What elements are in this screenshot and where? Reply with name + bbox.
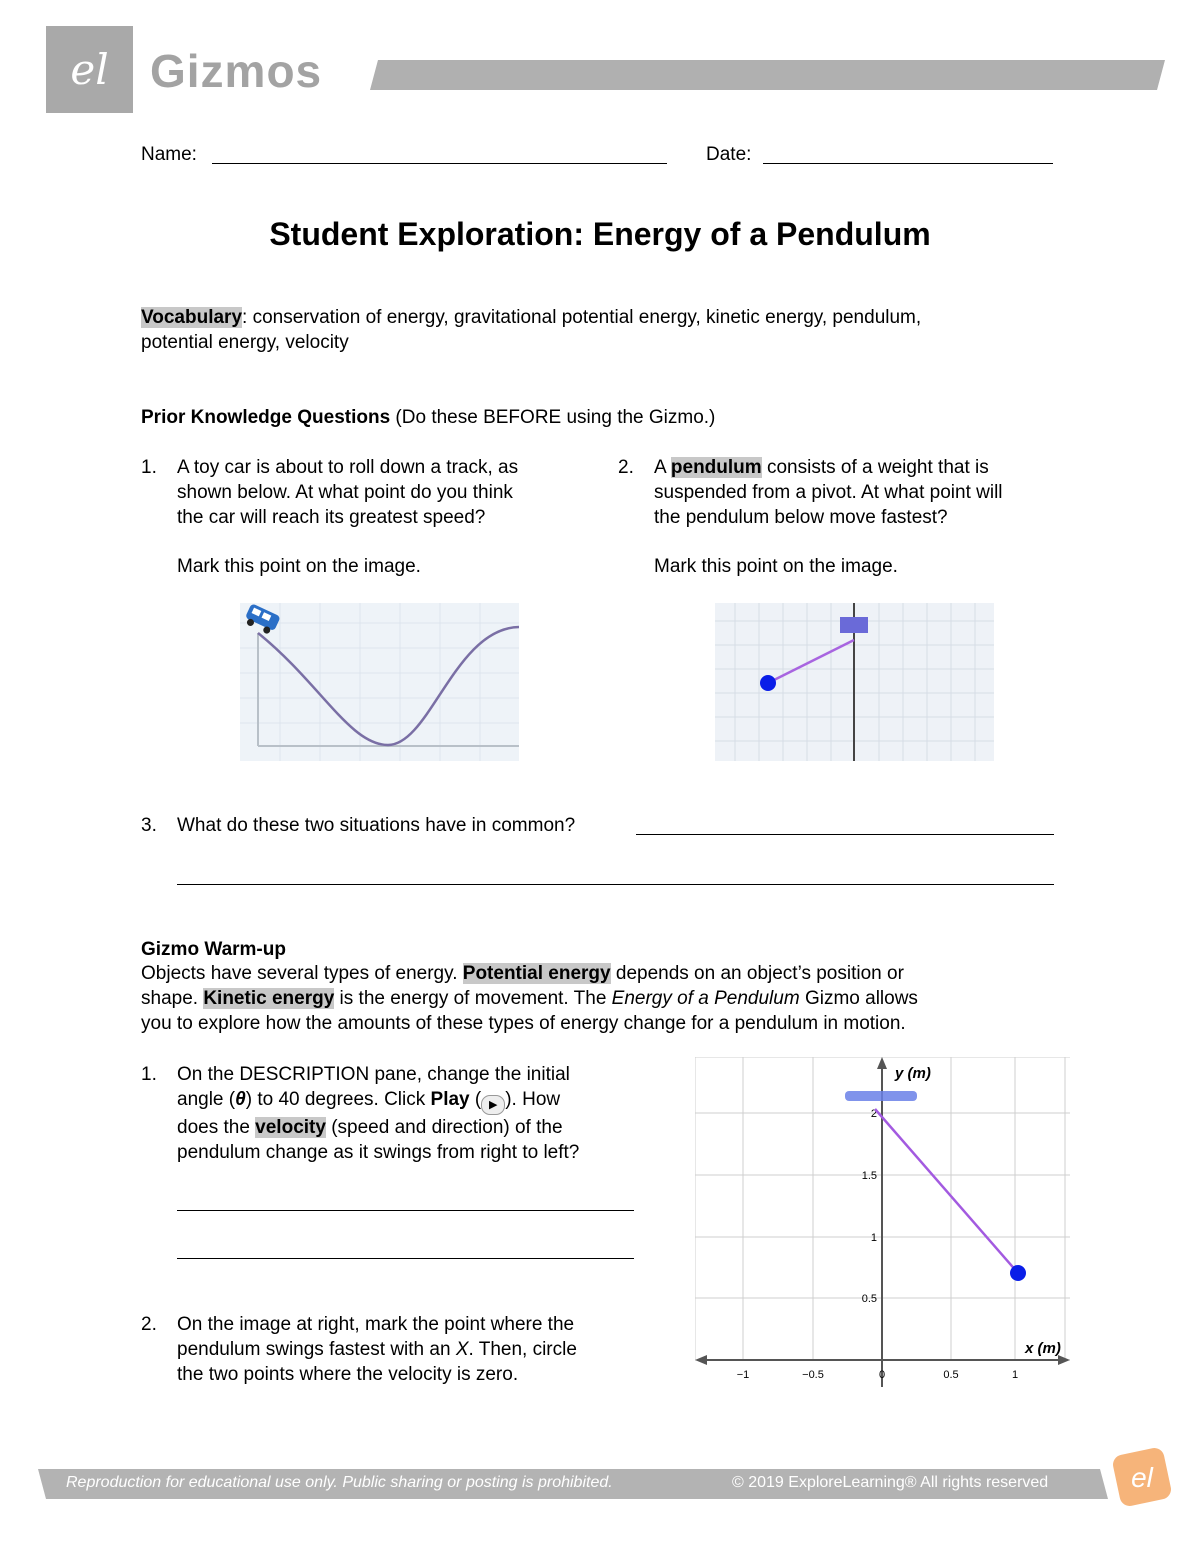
pendulum-term: pendulum xyxy=(670,457,762,478)
graph-pendulum-bob xyxy=(1010,1265,1026,1281)
name-field-line[interactable] xyxy=(212,163,667,164)
footer-notice: Reproduction for educational use only. Public sharing or posting is prohibited. xyxy=(66,1474,613,1491)
warmup-p2a: shape. xyxy=(141,988,204,1009)
prior-q2-line2: suspended from a pivot. At what point will xyxy=(654,482,1003,503)
play-button-icon: ▶ xyxy=(481,1095,505,1115)
x-tick-label: −1 xyxy=(736,1369,750,1381)
prior-q1-line3: the car will reach its greatest speed? xyxy=(177,507,486,528)
warmup-paragraph xyxy=(141,961,1081,1036)
date-field-line[interactable] xyxy=(763,163,1053,164)
warmup-q1-answer-line-1[interactable] xyxy=(177,1210,634,1211)
page-title: Student Exploration: Energy of a Pendulum xyxy=(269,216,931,252)
prior-q2-mark: Mark this point on the image. xyxy=(654,556,898,577)
warmup-heading: Gizmo Warm-up xyxy=(141,939,286,960)
y-tick-label: 0.5 xyxy=(861,1293,877,1305)
prior-q3-number: 3. xyxy=(141,815,157,836)
warmup-q1-line3a: does the xyxy=(177,1117,256,1138)
warmup-p1a: Objects have several types of energy. xyxy=(141,963,463,984)
pendulum-bob xyxy=(760,675,776,691)
warmup-q1-text xyxy=(177,1062,647,1165)
x-tick-label: 0.5 xyxy=(943,1369,959,1381)
y-axis-label: y (m) xyxy=(895,1065,931,1082)
pendulum-image[interactable] xyxy=(715,603,994,761)
pendulum-graph[interactable] xyxy=(695,1057,1070,1387)
prior-q2-pre: A xyxy=(654,457,671,478)
warmup-p2c: Gizmo allows xyxy=(799,988,918,1009)
gizmo-name-emphasis: Energy of a Pendulum xyxy=(611,988,800,1009)
prior-note: (Do these BEFORE using the Gizmo.) xyxy=(390,407,716,428)
explorelearning-logo xyxy=(46,26,133,113)
y-axis-arrow xyxy=(877,1057,887,1069)
prior-q1-line1: A toy car is about to roll down a track, as xyxy=(177,457,519,478)
potential-energy-term: Potential energy xyxy=(462,963,611,984)
warmup-q1-line3b: (speed and direction) of the xyxy=(325,1117,563,1138)
footer-logo-icon xyxy=(1108,1443,1176,1511)
warmup-q2-line1: On the image at right, mark the point where the xyxy=(177,1314,575,1335)
prior-knowledge-heading xyxy=(141,405,715,430)
q3-answer-line-1[interactable] xyxy=(636,834,1054,835)
warmup-p1b: depends on an object’s position or xyxy=(610,963,904,984)
x-tick-label: 0 xyxy=(878,1369,886,1381)
graph-pivot-mount xyxy=(845,1091,917,1101)
prior-q1-mark: Mark this point on the image. xyxy=(177,556,421,577)
prior-q2-line3: the pendulum below move fastest? xyxy=(654,507,948,528)
x-axis-label: x (m) xyxy=(1025,1340,1061,1357)
pivot-mount xyxy=(840,617,868,633)
warmup-q2-text xyxy=(177,1312,657,1387)
x-tick-label: −0.5 xyxy=(802,1369,824,1381)
logo-text: el xyxy=(70,45,109,94)
prior-q3-text: What do these two situations have in common? xyxy=(177,815,576,836)
header-bar xyxy=(370,60,1165,90)
prior-q2-line1: consists of a weight that is xyxy=(761,457,989,478)
prior-heading-text: Prior Knowledge Questions xyxy=(141,407,391,428)
footer-logo-text: el xyxy=(1131,1462,1153,1493)
warmup-p3: you to explore how the amounts of these types of energy change for a pendulum in motion. xyxy=(141,1013,906,1034)
warmup-q1-line2c: ( xyxy=(469,1089,482,1110)
warmup-q2-line3: the two points where the velocity is zero. xyxy=(177,1364,519,1385)
warmup-p2b: is the energy of movement. The xyxy=(334,988,612,1009)
x-tick-label: 1 xyxy=(1011,1369,1019,1381)
warmup-q1-line2a: angle ( xyxy=(177,1089,236,1110)
warmup-q1-line4: pendulum change as it swings from right to left? xyxy=(177,1142,580,1163)
warmup-q1-number: 1. xyxy=(141,1064,157,1085)
prior-q1-text xyxy=(177,455,597,530)
vocabulary-line2: potential energy, velocity xyxy=(141,332,349,353)
vocabulary-line1: : conservation of energy, gravitational potential energy, kinetic energy, pendulum, xyxy=(242,307,922,328)
x-axis-left-arrow xyxy=(695,1355,707,1365)
prior-q2-text xyxy=(654,455,1074,530)
y-tick-label: 2 xyxy=(870,1108,877,1120)
warmup-q2-line2b: . Then, circle xyxy=(468,1339,577,1360)
theta-symbol: θ xyxy=(235,1089,246,1110)
kinetic-energy-term: Kinetic energy xyxy=(203,988,335,1009)
vocabulary-label: Vocabulary xyxy=(141,307,243,328)
toy-car-track-image[interactable] xyxy=(240,603,519,761)
prior-q1-line2: shown below. At what point do you think xyxy=(177,482,513,503)
warmup-q2-number: 2. xyxy=(141,1314,157,1335)
brand-name: Gizmos xyxy=(150,45,323,97)
velocity-term: velocity xyxy=(255,1117,326,1138)
date-label: Date: xyxy=(706,144,752,165)
y-tick-label: 1 xyxy=(870,1232,877,1244)
warmup-q1-answer-line-2[interactable] xyxy=(177,1258,634,1259)
warmup-q1-line2b: ) to 40 degrees. Click xyxy=(245,1089,431,1110)
warmup-q1-line2d: ). How xyxy=(505,1089,561,1110)
q3-answer-line-2[interactable] xyxy=(177,884,1054,885)
warmup-q2-line2a: pendulum swings fastest with an xyxy=(177,1339,456,1360)
y-tick-label: 1.5 xyxy=(861,1170,877,1182)
name-label: Name: xyxy=(141,144,197,165)
graph-pendulum-string xyxy=(875,1109,1018,1273)
footer-copyright: © 2019 ExploreLearning® All rights reserved xyxy=(732,1474,1049,1491)
x-mark-emphasis: X xyxy=(455,1339,469,1360)
prior-q2-number: 2. xyxy=(618,457,634,478)
play-label: Play xyxy=(430,1089,470,1110)
warmup-q1-line1: On the DESCRIPTION pane, change the initial xyxy=(177,1064,570,1085)
prior-q1-number: 1. xyxy=(141,457,157,478)
vocabulary-paragraph xyxy=(141,305,1081,355)
